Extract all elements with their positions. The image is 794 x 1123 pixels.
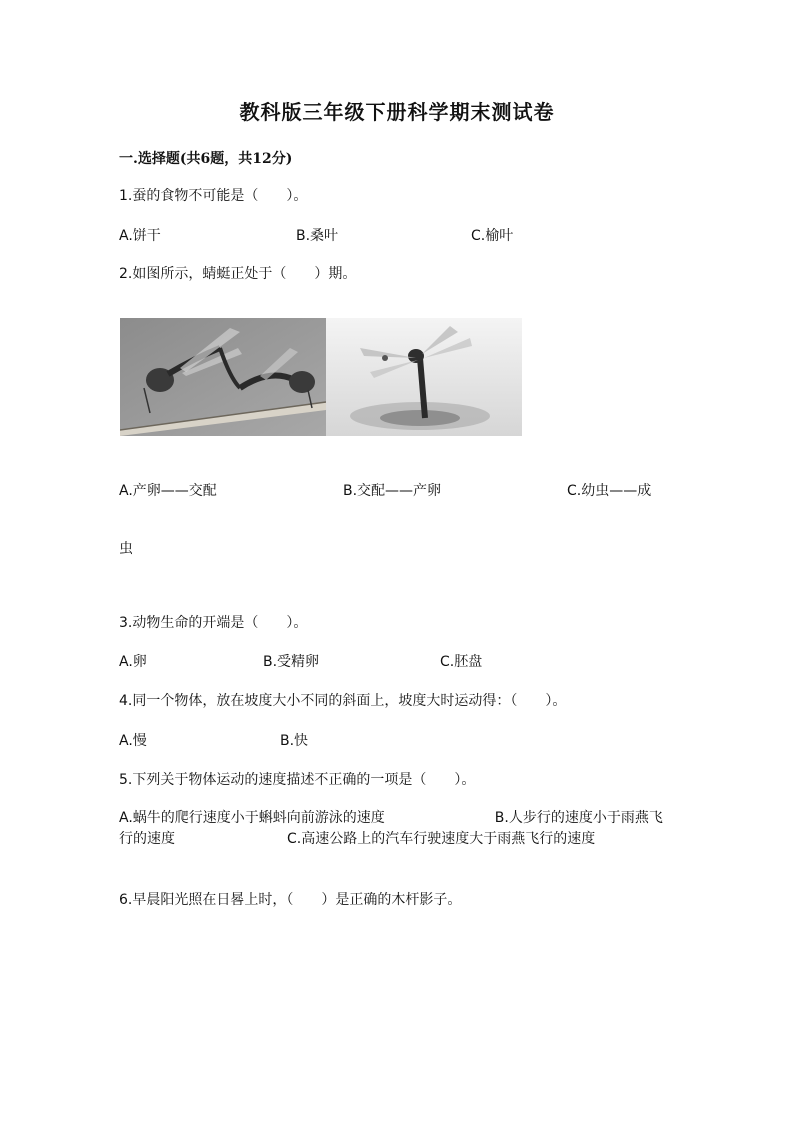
question-2-option-b: B.交配——产卵 <box>343 483 442 499</box>
question-2-option-a: A.产卵——交配 <box>119 483 217 499</box>
question-3-option-a: A.卵 <box>119 654 147 670</box>
question-3-option-c: C.胚盘 <box>440 654 483 670</box>
question-5-stem: 5.下列关于物体运动的速度描述不正确的一项是（ ）。 <box>119 772 476 788</box>
dragonfly-photo <box>120 318 522 436</box>
question-1-option-c: C.榆叶 <box>471 228 514 244</box>
question-4-option-b: B.快 <box>280 733 309 749</box>
question-5-options <box>119 808 664 850</box>
question-5-option-c: C.高速公路上的汽车行驶速度大于雨燕飞行的速度 <box>287 831 596 847</box>
section-heading: 一.选择题(共6题，共12分) <box>119 151 293 167</box>
question-2-option-c: C.幼虫——成 <box>567 483 652 499</box>
question-3-option-b: B.受精卵 <box>263 654 320 670</box>
question-1-option-a: A.饼干 <box>119 228 161 244</box>
question-6-stem: 6.早晨阳光照在日晷上时，（ ）是正确的木杆影子。 <box>119 892 462 908</box>
question-5-option-a: A.蜗牛的爬行速度小于蝌蚪向前游泳的速度 <box>119 810 385 826</box>
question-2-stem: 2.如图所示，蜻蜓正处于（ ）期。 <box>119 266 357 282</box>
question-1-option-b: B.桑叶 <box>296 228 339 244</box>
question-4-stem: 4.同一个物体，放在坡度大小不同的斜面上，坡度大时运动得：（ ）。 <box>119 693 567 709</box>
question-2-option-c-wrap: 虫 <box>119 541 133 557</box>
question-3-stem: 3.动物生命的开端是（ ）。 <box>119 615 308 631</box>
question-4-option-a: A.慢 <box>119 733 147 749</box>
page-title: 教科版三年级下册科学期末测试卷 <box>239 100 555 124</box>
question-1-stem: 1.蚕的食物不可能是（ ）。 <box>119 188 308 204</box>
question-5-option-b: B.人步行的速度小于雨燕飞行的速度 <box>119 810 663 847</box>
